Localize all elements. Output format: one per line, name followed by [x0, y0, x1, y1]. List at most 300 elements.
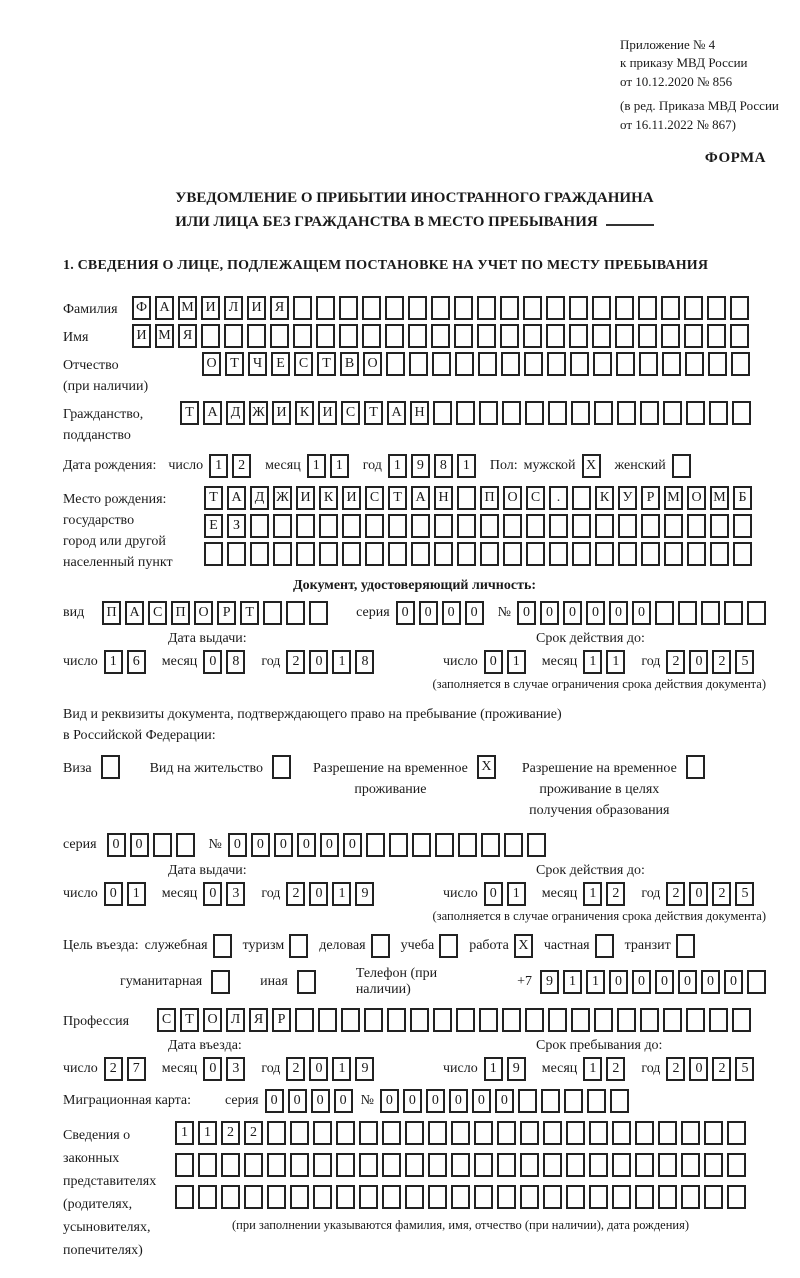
- char-cell[interactable]: [733, 542, 752, 566]
- char-cell[interactable]: [724, 601, 743, 625]
- char-cell[interactable]: П: [102, 601, 121, 625]
- char-cell[interactable]: [428, 1121, 447, 1145]
- migration-card-number-cells[interactable]: [380, 1089, 629, 1113]
- char-cell[interactable]: [704, 1153, 723, 1177]
- char-cell[interactable]: [439, 934, 458, 958]
- char-cell[interactable]: И: [247, 296, 266, 320]
- char-cell[interactable]: [527, 833, 546, 857]
- char-cell[interactable]: [589, 1121, 608, 1145]
- char-cell[interactable]: 0: [609, 970, 628, 994]
- stay-day-cells[interactable]: [484, 1057, 526, 1081]
- char-cell[interactable]: Ч: [248, 352, 267, 376]
- entry-day-cells[interactable]: [104, 1057, 146, 1081]
- char-cell[interactable]: 2: [712, 650, 731, 674]
- char-cell[interactable]: 2: [286, 650, 305, 674]
- char-cell[interactable]: 2: [221, 1121, 240, 1145]
- char-cell[interactable]: [523, 324, 542, 348]
- char-cell[interactable]: 0: [309, 882, 328, 906]
- char-cell[interactable]: О: [687, 486, 706, 510]
- char-cell[interactable]: 1: [127, 882, 146, 906]
- char-cell[interactable]: [386, 352, 405, 376]
- char-cell[interactable]: [497, 1121, 516, 1145]
- char-cell[interactable]: [428, 1185, 447, 1209]
- char-cell[interactable]: [747, 601, 766, 625]
- char-cell[interactable]: [405, 1153, 424, 1177]
- char-cell[interactable]: 0: [678, 970, 697, 994]
- char-cell[interactable]: X: [582, 454, 601, 478]
- char-cell[interactable]: [411, 514, 430, 538]
- char-cell[interactable]: [293, 324, 312, 348]
- char-cell[interactable]: И: [201, 296, 220, 320]
- char-cell[interactable]: 5: [735, 882, 754, 906]
- char-cell[interactable]: [686, 755, 705, 779]
- char-cell[interactable]: Д: [250, 486, 269, 510]
- char-cell[interactable]: [658, 1185, 677, 1209]
- char-cell[interactable]: Ф: [132, 296, 151, 320]
- purpose-transit-checkbox[interactable]: [676, 934, 695, 958]
- char-cell[interactable]: [227, 542, 246, 566]
- char-cell[interactable]: [478, 352, 497, 376]
- char-cell[interactable]: О: [194, 601, 213, 625]
- char-cell[interactable]: [543, 1153, 562, 1177]
- char-cell[interactable]: [388, 514, 407, 538]
- char-cell[interactable]: [313, 1121, 332, 1145]
- char-cell[interactable]: [687, 542, 706, 566]
- entry-month-cells[interactable]: [203, 1057, 245, 1081]
- char-cell[interactable]: 2: [712, 1057, 731, 1081]
- char-cell[interactable]: У: [618, 486, 637, 510]
- char-cell[interactable]: [250, 514, 269, 538]
- char-cell[interactable]: [593, 352, 612, 376]
- char-cell[interactable]: 2: [666, 882, 685, 906]
- char-cell[interactable]: [409, 352, 428, 376]
- char-cell[interactable]: [547, 352, 566, 376]
- char-cell[interactable]: [359, 1185, 378, 1209]
- migration-card-series-cells[interactable]: [265, 1089, 353, 1113]
- char-cell[interactable]: К: [295, 401, 314, 425]
- char-cell[interactable]: [319, 514, 338, 538]
- char-cell[interactable]: [435, 833, 454, 857]
- char-cell[interactable]: К: [319, 486, 338, 510]
- char-cell[interactable]: 0: [343, 833, 362, 857]
- char-cell[interactable]: [618, 514, 637, 538]
- char-cell[interactable]: [546, 324, 565, 348]
- char-cell[interactable]: 0: [228, 833, 247, 857]
- char-cell[interactable]: [709, 1008, 728, 1032]
- char-cell[interactable]: [309, 601, 328, 625]
- char-cell[interactable]: [572, 542, 591, 566]
- char-cell[interactable]: [503, 514, 522, 538]
- char-cell[interactable]: 1: [104, 650, 123, 674]
- char-cell[interactable]: [175, 1185, 194, 1209]
- char-cell[interactable]: [405, 1121, 424, 1145]
- permit-issue-year-cells[interactable]: [286, 882, 374, 906]
- char-cell[interactable]: [681, 1185, 700, 1209]
- char-cell[interactable]: [366, 833, 385, 857]
- permit-expiry-year-cells[interactable]: [666, 882, 754, 906]
- char-cell[interactable]: 0: [403, 1089, 422, 1113]
- char-cell[interactable]: 0: [203, 1057, 222, 1081]
- char-cell[interactable]: [316, 324, 335, 348]
- permit-expiry-month-cells[interactable]: [583, 882, 625, 906]
- char-cell[interactable]: О: [503, 486, 522, 510]
- char-cell[interactable]: [451, 1185, 470, 1209]
- char-cell[interactable]: [296, 542, 315, 566]
- issue-day-cells[interactable]: [104, 650, 146, 674]
- char-cell[interactable]: 0: [107, 833, 126, 857]
- char-cell[interactable]: [101, 755, 120, 779]
- legal-reps-cells-row2[interactable]: [175, 1153, 746, 1177]
- char-cell[interactable]: [592, 324, 611, 348]
- visa-checkbox[interactable]: [101, 755, 120, 779]
- char-cell[interactable]: А: [155, 296, 174, 320]
- char-cell[interactable]: [543, 1121, 562, 1145]
- char-cell[interactable]: [662, 352, 681, 376]
- char-cell[interactable]: [290, 1185, 309, 1209]
- char-cell[interactable]: [432, 352, 451, 376]
- char-cell[interactable]: [289, 934, 308, 958]
- char-cell[interactable]: 1: [332, 650, 351, 674]
- char-cell[interactable]: [526, 542, 545, 566]
- char-cell[interactable]: [664, 514, 683, 538]
- char-cell[interactable]: 2: [666, 650, 685, 674]
- purpose-other-checkbox[interactable]: [297, 970, 316, 994]
- char-cell[interactable]: 0: [380, 1089, 399, 1113]
- char-cell[interactable]: [610, 1089, 629, 1113]
- purpose-work-checkbox[interactable]: [514, 934, 533, 958]
- char-cell[interactable]: 2: [232, 454, 251, 478]
- char-cell[interactable]: 9: [507, 1057, 526, 1081]
- char-cell[interactable]: 0: [309, 650, 328, 674]
- char-cell[interactable]: Р: [641, 486, 660, 510]
- char-cell[interactable]: [382, 1185, 401, 1209]
- char-cell[interactable]: 1: [332, 1057, 351, 1081]
- char-cell[interactable]: Б: [733, 486, 752, 510]
- char-cell[interactable]: С: [294, 352, 313, 376]
- char-cell[interactable]: 2: [104, 1057, 123, 1081]
- char-cell[interactable]: [616, 352, 635, 376]
- char-cell[interactable]: [295, 1008, 314, 1032]
- char-cell[interactable]: [313, 1153, 332, 1177]
- char-cell[interactable]: [273, 542, 292, 566]
- identity-doc-kind-cells[interactable]: [102, 601, 328, 625]
- char-cell[interactable]: 2: [286, 1057, 305, 1081]
- birth-place-cells-row3[interactable]: [204, 542, 752, 566]
- char-cell[interactable]: [434, 514, 453, 538]
- char-cell[interactable]: [454, 296, 473, 320]
- char-cell[interactable]: [263, 601, 282, 625]
- purpose-study-checkbox[interactable]: [439, 934, 458, 958]
- char-cell[interactable]: О: [363, 352, 382, 376]
- char-cell[interactable]: [267, 1185, 286, 1209]
- char-cell[interactable]: [247, 324, 266, 348]
- char-cell[interactable]: 1: [583, 1057, 602, 1081]
- char-cell[interactable]: С: [365, 486, 384, 510]
- char-cell[interactable]: [454, 324, 473, 348]
- char-cell[interactable]: Л: [226, 1008, 245, 1032]
- identity-doc-series-cells[interactable]: [396, 601, 484, 625]
- char-cell[interactable]: [411, 542, 430, 566]
- patronymic-cells[interactable]: [202, 352, 750, 376]
- char-cell[interactable]: [615, 324, 634, 348]
- char-cell[interactable]: 2: [606, 882, 625, 906]
- char-cell[interactable]: [548, 401, 567, 425]
- char-cell[interactable]: 0: [495, 1089, 514, 1113]
- char-cell[interactable]: [548, 1008, 567, 1032]
- char-cell[interactable]: [297, 970, 316, 994]
- char-cell[interactable]: [594, 401, 613, 425]
- char-cell[interactable]: [549, 542, 568, 566]
- char-cell[interactable]: [479, 1008, 498, 1032]
- char-cell[interactable]: 0: [297, 833, 316, 857]
- char-cell[interactable]: [336, 1185, 355, 1209]
- char-cell[interactable]: 0: [449, 1089, 468, 1113]
- char-cell[interactable]: Я: [270, 296, 289, 320]
- char-cell[interactable]: [639, 352, 658, 376]
- purpose-business-checkbox[interactable]: [371, 934, 390, 958]
- char-cell[interactable]: Т: [204, 486, 223, 510]
- birth-year-cells[interactable]: [388, 454, 476, 478]
- char-cell[interactable]: М: [155, 324, 174, 348]
- char-cell[interactable]: [319, 542, 338, 566]
- char-cell[interactable]: [477, 324, 496, 348]
- char-cell[interactable]: 1: [507, 650, 526, 674]
- char-cell[interactable]: [336, 1121, 355, 1145]
- char-cell[interactable]: 0: [320, 833, 339, 857]
- char-cell[interactable]: 2: [606, 1057, 625, 1081]
- char-cell[interactable]: [526, 514, 545, 538]
- char-cell[interactable]: 0: [465, 601, 484, 625]
- char-cell[interactable]: 0: [130, 833, 149, 857]
- char-cell[interactable]: 9: [411, 454, 430, 478]
- char-cell[interactable]: [638, 324, 657, 348]
- char-cell[interactable]: [707, 324, 726, 348]
- char-cell[interactable]: [635, 1153, 654, 1177]
- char-cell[interactable]: [412, 833, 431, 857]
- char-cell[interactable]: 2: [286, 882, 305, 906]
- char-cell[interactable]: [244, 1185, 263, 1209]
- char-cell[interactable]: [687, 514, 706, 538]
- char-cell[interactable]: X: [477, 755, 496, 779]
- profession-cells[interactable]: [157, 1008, 751, 1032]
- char-cell[interactable]: 8: [226, 650, 245, 674]
- char-cell[interactable]: [272, 755, 291, 779]
- char-cell[interactable]: 2: [666, 1057, 685, 1081]
- citizenship-cells[interactable]: [180, 401, 751, 425]
- char-cell[interactable]: [451, 1153, 470, 1177]
- char-cell[interactable]: [433, 401, 452, 425]
- char-cell[interactable]: [587, 1089, 606, 1113]
- char-cell[interactable]: 0: [251, 833, 270, 857]
- char-cell[interactable]: [359, 1121, 378, 1145]
- char-cell[interactable]: [474, 1185, 493, 1209]
- char-cell[interactable]: [318, 1008, 337, 1032]
- char-cell[interactable]: 0: [419, 601, 438, 625]
- char-cell[interactable]: [503, 542, 522, 566]
- purpose-private-checkbox[interactable]: [595, 934, 614, 958]
- char-cell[interactable]: [572, 514, 591, 538]
- char-cell[interactable]: [221, 1185, 240, 1209]
- char-cell[interactable]: 0: [104, 882, 123, 906]
- permit-expiry-day-cells[interactable]: [484, 882, 526, 906]
- char-cell[interactable]: [405, 1185, 424, 1209]
- char-cell[interactable]: 1: [583, 882, 602, 906]
- char-cell[interactable]: [747, 970, 766, 994]
- char-cell[interactable]: Н: [434, 486, 453, 510]
- given-name-cells[interactable]: [132, 324, 749, 348]
- char-cell[interactable]: П: [480, 486, 499, 510]
- char-cell[interactable]: И: [296, 486, 315, 510]
- char-cell[interactable]: [571, 401, 590, 425]
- char-cell[interactable]: [293, 296, 312, 320]
- char-cell[interactable]: Т: [225, 352, 244, 376]
- char-cell[interactable]: [500, 296, 519, 320]
- char-cell[interactable]: [250, 542, 269, 566]
- legal-reps-cells-row1[interactable]: [175, 1121, 746, 1145]
- char-cell[interactable]: Т: [317, 352, 336, 376]
- char-cell[interactable]: [204, 542, 223, 566]
- char-cell[interactable]: 0: [632, 970, 651, 994]
- char-cell[interactable]: [389, 833, 408, 857]
- char-cell[interactable]: X: [514, 934, 533, 958]
- char-cell[interactable]: [410, 1008, 429, 1032]
- char-cell[interactable]: [572, 486, 591, 510]
- char-cell[interactable]: [617, 401, 636, 425]
- char-cell[interactable]: [267, 1121, 286, 1145]
- char-cell[interactable]: [686, 1008, 705, 1032]
- char-cell[interactable]: 3: [226, 882, 245, 906]
- char-cell[interactable]: [615, 296, 634, 320]
- char-cell[interactable]: [549, 514, 568, 538]
- char-cell[interactable]: [364, 1008, 383, 1032]
- char-cell[interactable]: [213, 934, 232, 958]
- char-cell[interactable]: Е: [204, 514, 223, 538]
- char-cell[interactable]: А: [387, 401, 406, 425]
- char-cell[interactable]: 8: [355, 650, 374, 674]
- char-cell[interactable]: П: [171, 601, 190, 625]
- char-cell[interactable]: 0: [274, 833, 293, 857]
- char-cell[interactable]: [273, 514, 292, 538]
- residence-permit-checkbox[interactable]: [272, 755, 291, 779]
- char-cell[interactable]: [569, 296, 588, 320]
- sex-male-checkbox[interactable]: [582, 454, 601, 478]
- char-cell[interactable]: [732, 1008, 751, 1032]
- char-cell[interactable]: А: [411, 486, 430, 510]
- char-cell[interactable]: [336, 1153, 355, 1177]
- char-cell[interactable]: [546, 296, 565, 320]
- char-cell[interactable]: М: [178, 296, 197, 320]
- char-cell[interactable]: [676, 934, 695, 958]
- char-cell[interactable]: [474, 1153, 493, 1177]
- char-cell[interactable]: 1: [606, 650, 625, 674]
- char-cell[interactable]: [296, 514, 315, 538]
- char-cell[interactable]: [198, 1153, 217, 1177]
- char-cell[interactable]: [339, 324, 358, 348]
- char-cell[interactable]: 1: [586, 970, 605, 994]
- char-cell[interactable]: [456, 401, 475, 425]
- char-cell[interactable]: [434, 542, 453, 566]
- char-cell[interactable]: [477, 296, 496, 320]
- char-cell[interactable]: [342, 542, 361, 566]
- char-cell[interactable]: [408, 296, 427, 320]
- char-cell[interactable]: С: [157, 1008, 176, 1032]
- char-cell[interactable]: Т: [388, 486, 407, 510]
- issue-year-cells[interactable]: [286, 650, 374, 674]
- char-cell[interactable]: [710, 542, 729, 566]
- char-cell[interactable]: 1: [457, 454, 476, 478]
- char-cell[interactable]: [730, 324, 749, 348]
- char-cell[interactable]: К: [595, 486, 614, 510]
- char-cell[interactable]: [684, 296, 703, 320]
- char-cell[interactable]: [733, 514, 752, 538]
- char-cell[interactable]: [316, 296, 335, 320]
- char-cell[interactable]: [428, 1153, 447, 1177]
- char-cell[interactable]: М: [664, 486, 683, 510]
- char-cell[interactable]: 0: [484, 882, 503, 906]
- char-cell[interactable]: А: [125, 601, 144, 625]
- char-cell[interactable]: [708, 352, 727, 376]
- char-cell[interactable]: [525, 401, 544, 425]
- char-cell[interactable]: [524, 352, 543, 376]
- char-cell[interactable]: Н: [410, 401, 429, 425]
- surname-cells[interactable]: [132, 296, 749, 320]
- char-cell[interactable]: [730, 296, 749, 320]
- char-cell[interactable]: 0: [689, 882, 708, 906]
- char-cell[interactable]: [732, 401, 751, 425]
- char-cell[interactable]: [244, 1153, 263, 1177]
- char-cell[interactable]: С: [526, 486, 545, 510]
- char-cell[interactable]: [457, 486, 476, 510]
- char-cell[interactable]: Т: [180, 401, 199, 425]
- stay-year-cells[interactable]: [666, 1057, 754, 1081]
- char-cell[interactable]: И: [318, 401, 337, 425]
- char-cell[interactable]: Т: [180, 1008, 199, 1032]
- char-cell[interactable]: О: [203, 1008, 222, 1032]
- char-cell[interactable]: С: [341, 401, 360, 425]
- char-cell[interactable]: [270, 324, 289, 348]
- char-cell[interactable]: [661, 324, 680, 348]
- birth-place-cells-row2[interactable]: [204, 514, 752, 538]
- char-cell[interactable]: 0: [442, 601, 461, 625]
- char-cell[interactable]: 1: [563, 970, 582, 994]
- char-cell[interactable]: 1: [330, 454, 349, 478]
- char-cell[interactable]: 0: [563, 601, 582, 625]
- char-cell[interactable]: 1: [507, 882, 526, 906]
- char-cell[interactable]: 3: [226, 1057, 245, 1081]
- stay-month-cells[interactable]: [583, 1057, 625, 1081]
- char-cell[interactable]: [640, 1008, 659, 1032]
- char-cell[interactable]: О: [202, 352, 221, 376]
- char-cell[interactable]: [362, 324, 381, 348]
- char-cell[interactable]: 0: [426, 1089, 445, 1113]
- char-cell[interactable]: [481, 833, 500, 857]
- char-cell[interactable]: [571, 1008, 590, 1032]
- char-cell[interactable]: [290, 1121, 309, 1145]
- char-cell[interactable]: [704, 1121, 723, 1145]
- char-cell[interactable]: 0: [203, 650, 222, 674]
- char-cell[interactable]: [635, 1121, 654, 1145]
- char-cell[interactable]: Р: [217, 601, 236, 625]
- char-cell[interactable]: [612, 1153, 631, 1177]
- char-cell[interactable]: В: [340, 352, 359, 376]
- char-cell[interactable]: [408, 324, 427, 348]
- char-cell[interactable]: [267, 1153, 286, 1177]
- char-cell[interactable]: М: [710, 486, 729, 510]
- residence-doc-number-cells[interactable]: [228, 833, 546, 857]
- char-cell[interactable]: Т: [240, 601, 259, 625]
- char-cell[interactable]: А: [227, 486, 246, 510]
- char-cell[interactable]: [641, 514, 660, 538]
